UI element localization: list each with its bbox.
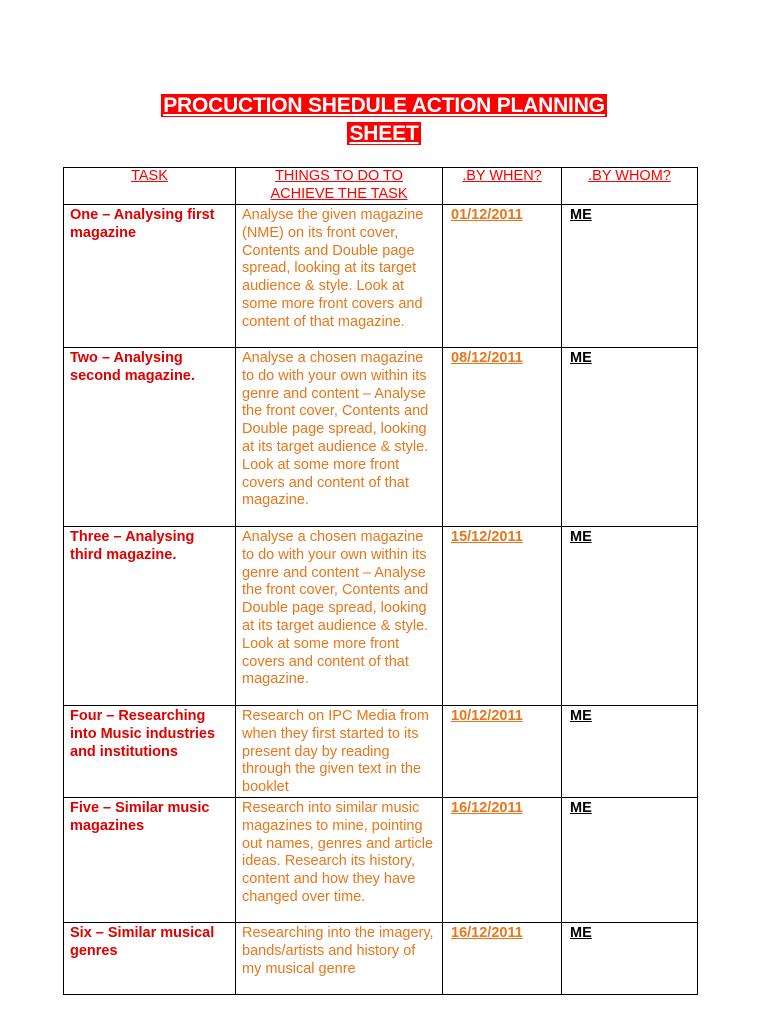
things-cell: Researching into the imagery, bands/artists and history of my musical genre bbox=[236, 922, 443, 994]
table-row bbox=[64, 348, 698, 527]
things-cell: Analyse the given magazine (NME) on its front cover, Contents and Double page spread, looking at its target audience & style. Look at some more front covers and content of that magazine. bbox=[236, 205, 443, 348]
things-cell: Analyse a chosen magazine to do with your own within its genre and content – Analyse the front cover, Contents and Double page spread, looking at its target audience & style. Look at some more front covers and content of that magazine. bbox=[236, 527, 443, 706]
by-whom-cell: ME bbox=[562, 205, 698, 348]
header-by-when: .BY WHEN? bbox=[443, 168, 562, 205]
by-whom-cell: ME bbox=[562, 922, 698, 994]
task-cell: Two – Analysing second magazine. bbox=[64, 348, 236, 527]
by-when-cell: 10/12/2011 bbox=[443, 706, 562, 798]
by-whom-cell: ME bbox=[562, 348, 698, 527]
things-cell: Analyse a chosen magazine to do with your own within its genre and content – Analyse the front cover, Contents and Double page spread, looking at its target audience & style. Look at some more front covers and content of that magazine. bbox=[236, 348, 443, 527]
task-cell: Five – Similar music magazines bbox=[64, 797, 236, 922]
by-when-cell: 15/12/2011 bbox=[443, 527, 562, 706]
by-when-cell: 01/12/2011 bbox=[443, 205, 562, 348]
header-row bbox=[64, 168, 698, 205]
table-row bbox=[64, 922, 698, 994]
header-task: TASK bbox=[64, 168, 236, 205]
by-whom-cell: ME bbox=[562, 527, 698, 706]
task-cell: One – Analysing first magazine bbox=[64, 205, 236, 348]
table-row bbox=[64, 527, 698, 706]
things-cell: Research on IPC Media from when they first started to its present day by reading through the given text in the booklet bbox=[236, 706, 443, 798]
by-when-cell: 16/12/2011 bbox=[443, 922, 562, 994]
by-whom-cell: ME bbox=[562, 706, 698, 798]
task-cell: Six – Similar musical genres bbox=[64, 922, 236, 994]
by-when-cell: 08/12/2011 bbox=[443, 348, 562, 527]
by-when-cell: 16/12/2011 bbox=[443, 797, 562, 922]
page-title bbox=[0, 92, 768, 148]
table-row bbox=[64, 205, 698, 348]
header-by-whom: .BY WHOM? bbox=[562, 168, 698, 205]
title-line-1: PROCUCTION SHEDULE ACTION PLANNING bbox=[163, 94, 605, 117]
task-cell: Three – Analysing third magazine. bbox=[64, 527, 236, 706]
table-row bbox=[64, 706, 698, 798]
things-cell: Research into similar music magazines to mine, pointing out names, genres and article ideas. Research its history, content and how they have changed over time. bbox=[236, 797, 443, 922]
by-whom-cell: ME bbox=[562, 797, 698, 922]
title-line-2: SHEET bbox=[349, 122, 419, 145]
task-cell: Four – Researching into Music industries and institutions bbox=[64, 706, 236, 798]
action-planning-table bbox=[63, 167, 698, 995]
header-things: THINGS TO DO TO ACHIEVE THE TASK bbox=[236, 168, 443, 205]
table-row bbox=[64, 797, 698, 922]
